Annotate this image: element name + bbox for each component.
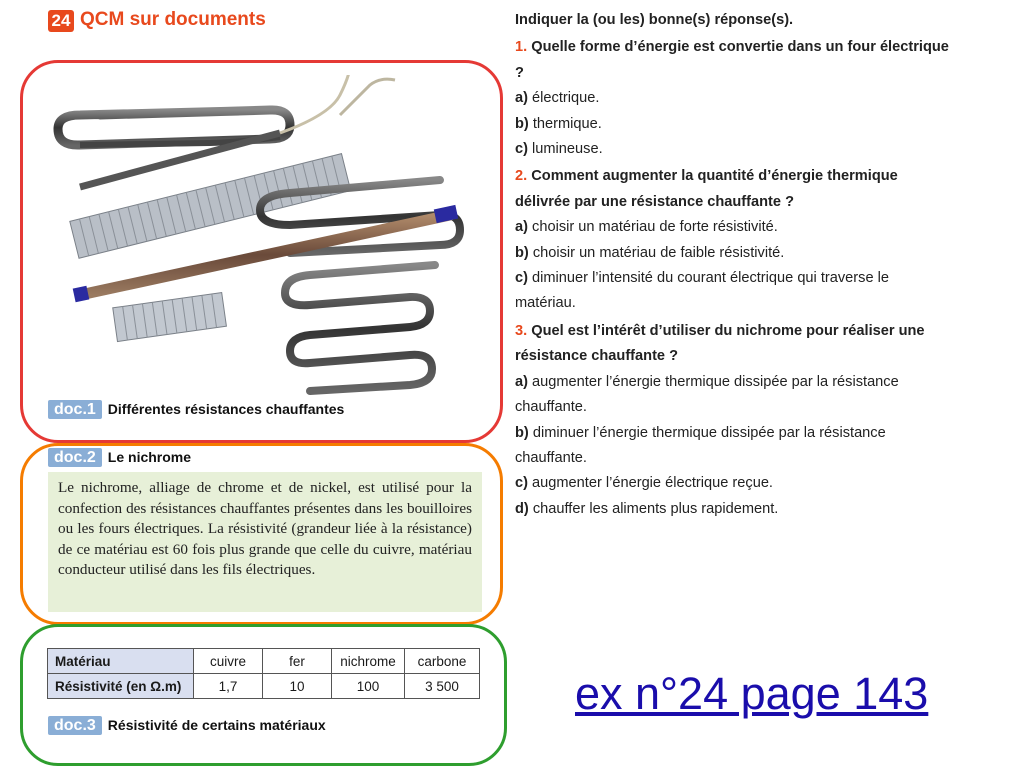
question-text: Comment augmenter la quantité d’énergie thermique délivrée par une résistance chauffante ?	[515, 168, 898, 210]
option-letter: c)	[515, 141, 528, 158]
option-letter: c)	[515, 270, 528, 287]
option-letter: b)	[515, 244, 529, 261]
doc3-tag: doc.3	[48, 716, 102, 735]
question-number: 2.	[515, 168, 528, 185]
option	[515, 266, 951, 317]
option	[515, 370, 951, 421]
doc2-text: Le nichrome, alliage de chrome et de nickel, est utilisé pour la confection des résistances chauffantes présentes dans les bouilloires ou les fours électriques. La résistivité (grandeur liée à la résistance) de ce matériau est 60 fois plus grande que celle du cuivre, matériau conducteur utilisé dans les fils électriques.	[48, 472, 482, 612]
table-header-resistivity: Résistivité (en Ω.m)	[48, 674, 194, 699]
option	[515, 471, 951, 496]
option-letter: c)	[515, 475, 528, 492]
questions-panel	[515, 8, 951, 522]
option	[515, 86, 951, 111]
table-cell: 100	[332, 674, 405, 699]
doc1-caption-text: Différentes résistances chauffantes	[107, 401, 345, 417]
doc3-caption-text: Résistivité de certains matériaux	[107, 717, 326, 733]
option-text: choisir un matériau de forte résistivité.	[532, 219, 778, 236]
option-letter: d)	[515, 500, 529, 517]
option	[515, 137, 951, 162]
table-cell: 10	[263, 674, 332, 699]
question-2	[515, 164, 951, 215]
option-letter: a)	[515, 373, 528, 390]
option-text: diminuer l’énergie thermique dissipée par la résistance chauffante.	[515, 424, 886, 466]
resistivity-table	[47, 648, 480, 699]
doc2-caption	[48, 448, 191, 467]
table-cell: 3 500	[405, 674, 480, 699]
question-3	[515, 319, 951, 370]
exercise-page-link[interactable]: ex n°24 page 143	[575, 668, 929, 719]
option-text: augmenter l’énergie thermique dissipée par la résistance chauffante.	[515, 373, 899, 416]
option-letter: b)	[515, 424, 529, 441]
table-cell: nichrome	[332, 649, 405, 674]
option-text: chauffer les aliments plus rapidement.	[532, 500, 779, 517]
doc1-caption	[48, 400, 344, 419]
option-letter: a)	[515, 219, 528, 236]
doc3-caption	[48, 716, 326, 735]
heating-elements-illustration	[40, 75, 470, 397]
doc1-tag: doc.1	[48, 400, 102, 419]
question-number: 3.	[515, 322, 528, 339]
option-text: électrique.	[532, 90, 600, 107]
table-cell: cuivre	[194, 649, 263, 674]
question-1	[515, 35, 951, 86]
table-cell: 1,7	[194, 674, 263, 699]
option-text: augmenter l’énergie électrique reçue.	[532, 475, 773, 492]
exercise-title: QCM sur documents	[80, 9, 266, 30]
option	[515, 241, 951, 266]
instructions: Indiquer la (ou les) bonne(s) réponse(s).	[515, 12, 794, 28]
question-text: Quelle forme d’énergie est convertie dans un four électrique ?	[515, 39, 949, 81]
table-row	[48, 674, 480, 699]
option-text: lumineuse.	[532, 141, 603, 158]
option	[515, 215, 951, 240]
doc2-tag: doc.2	[48, 448, 102, 467]
doc2-caption-text: Le nichrome	[107, 449, 192, 465]
table-header-material: Matériau	[48, 649, 194, 674]
table-cell: carbone	[405, 649, 480, 674]
question-text: Quel est l’intérêt d’utiliser du nichrome pour réaliser une résistance chauffante ?	[515, 322, 925, 365]
question-number: 1.	[515, 39, 528, 56]
exercise-number-badge: 24	[48, 10, 74, 32]
option-text: choisir un matériau de faible résistivité.	[532, 244, 785, 261]
option-text: thermique.	[532, 115, 602, 132]
table-cell: fer	[263, 649, 332, 674]
option	[515, 497, 951, 522]
table-row	[48, 649, 480, 674]
option	[515, 421, 951, 472]
option	[515, 112, 951, 137]
option-letter: a)	[515, 90, 528, 107]
option-letter: b)	[515, 115, 529, 132]
option-text: diminuer l’intensité du courant électrique qui traverse le matériau.	[515, 270, 889, 312]
